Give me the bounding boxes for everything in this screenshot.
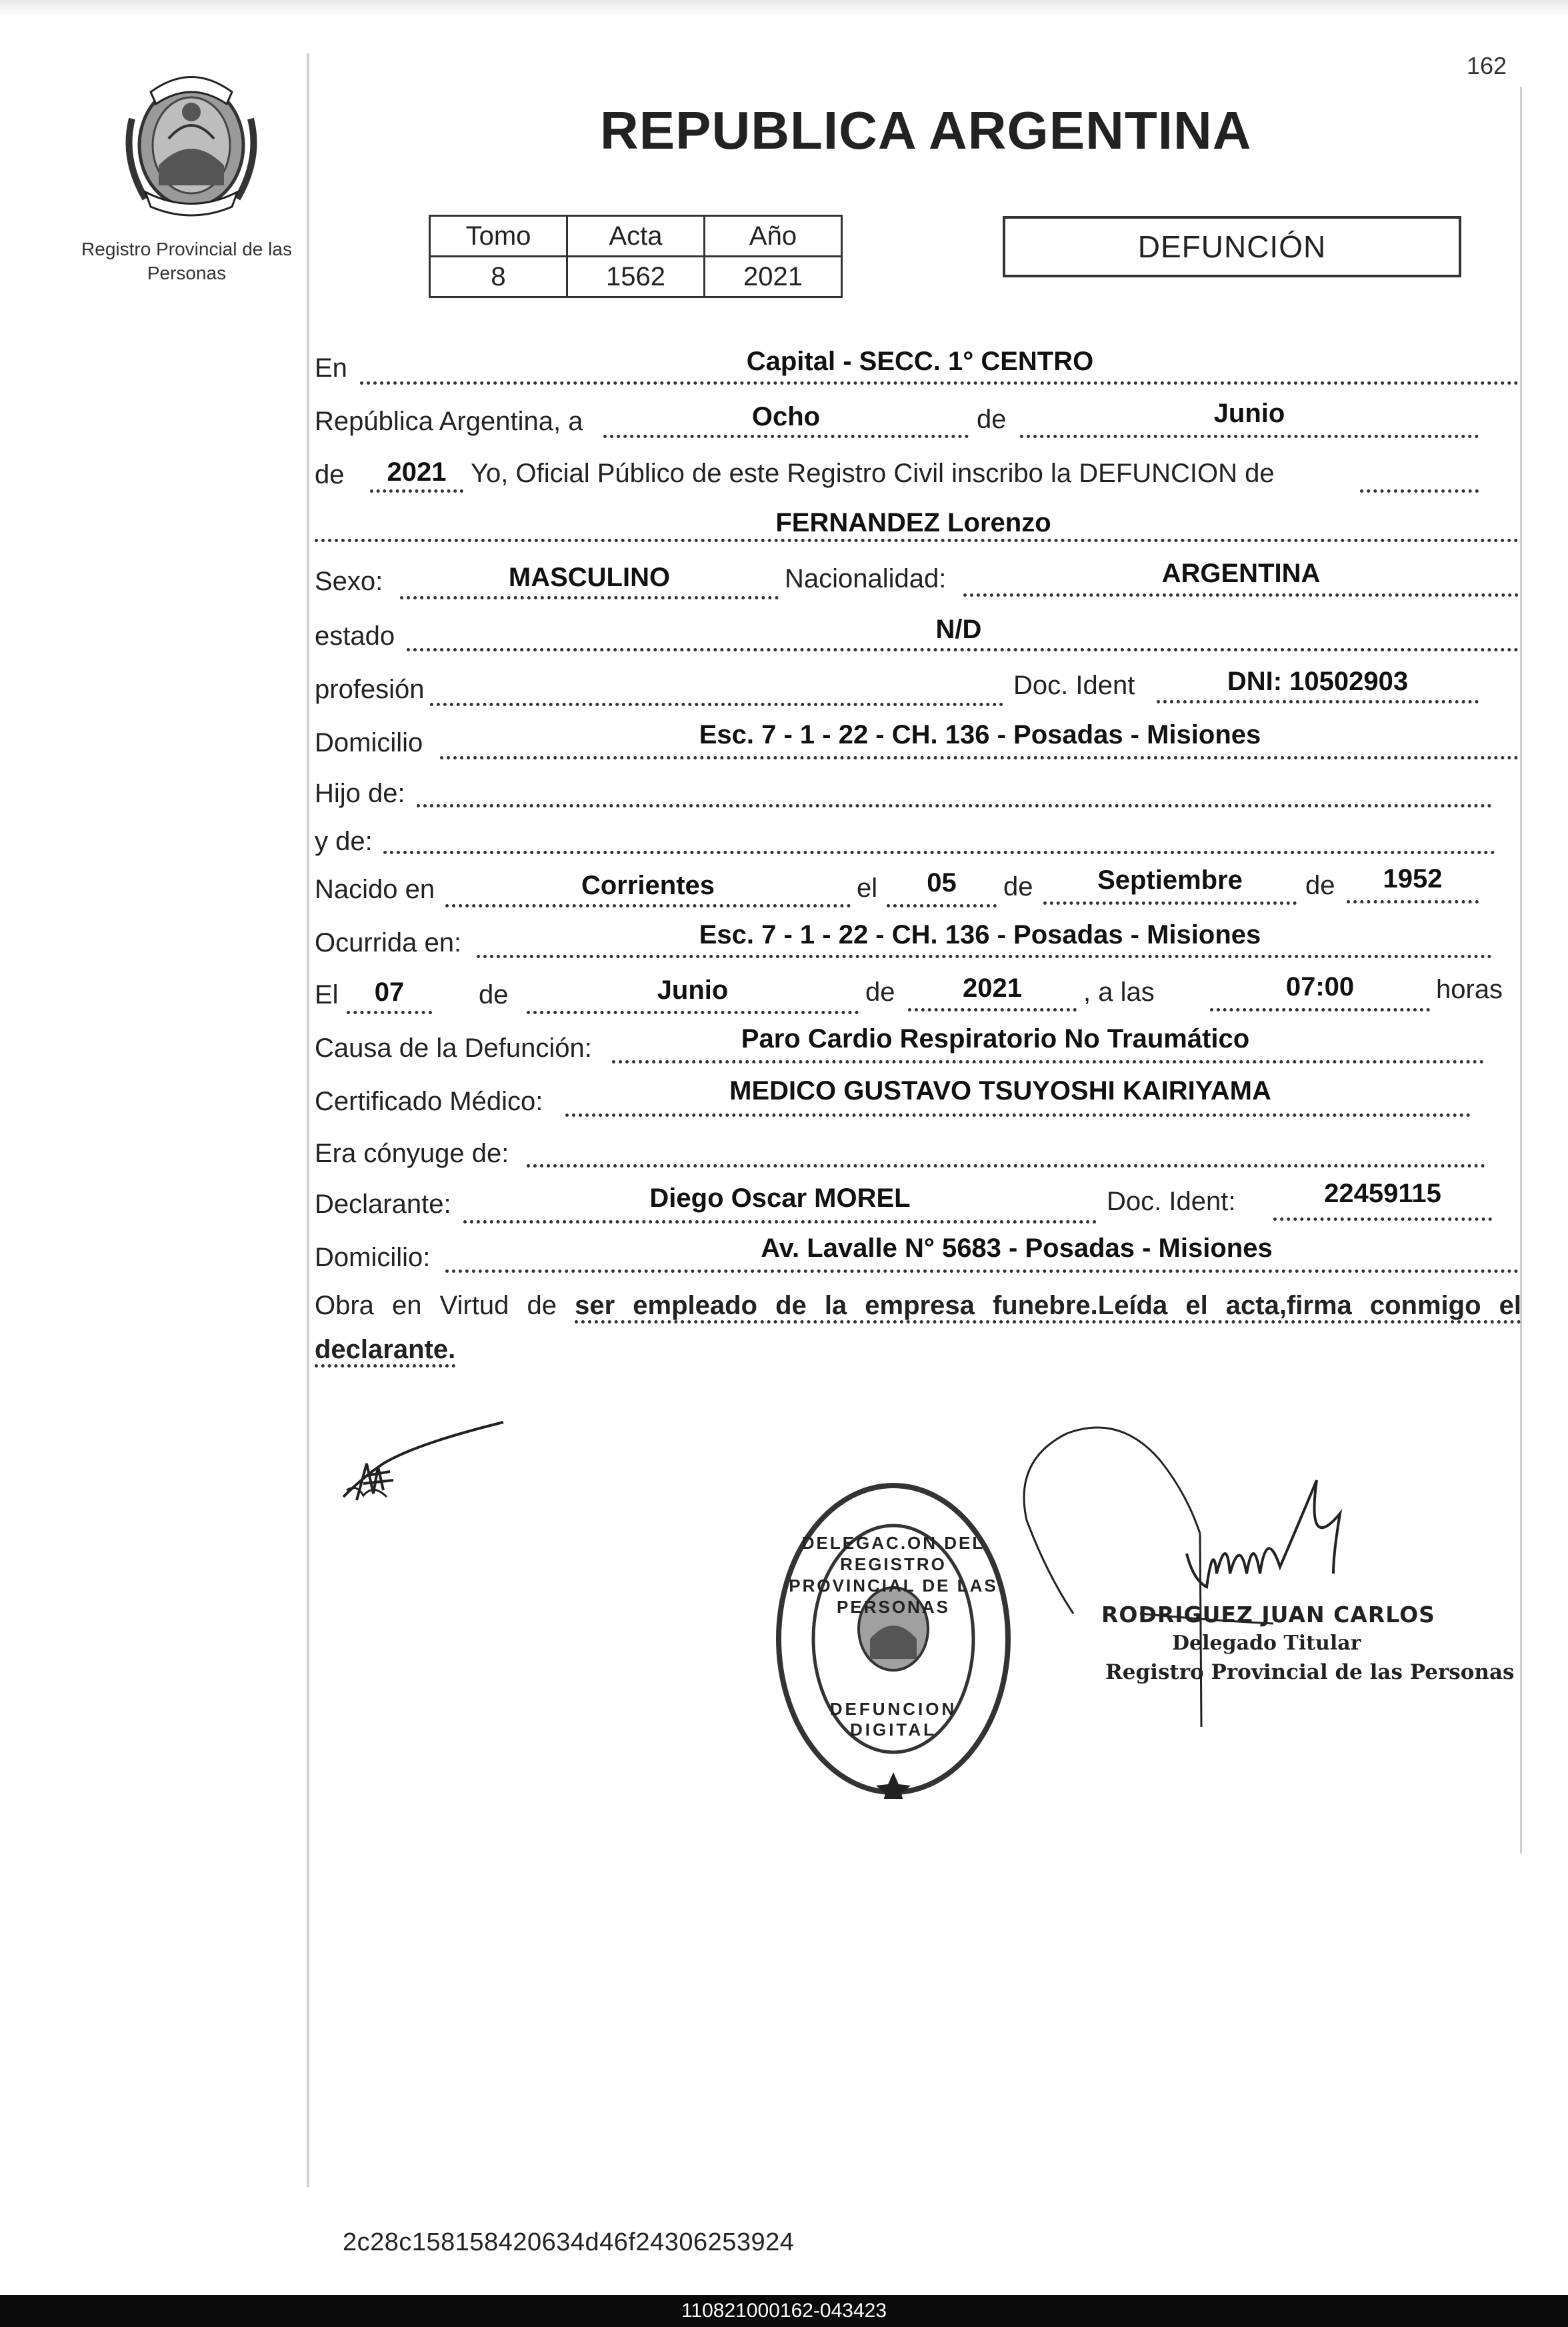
dotted-line bbox=[908, 1008, 1077, 1011]
obra-en-virtud bbox=[315, 1284, 1521, 1372]
label-horas: horas bbox=[1436, 975, 1503, 1004]
field-domicilio: Esc. 7 - 1 - 22 - CH. 136 - Posadas - Misiones bbox=[699, 720, 1261, 749]
label-el: el bbox=[857, 873, 878, 903]
field-mes: Junio bbox=[1213, 399, 1285, 428]
field-def-mes: Junio bbox=[657, 975, 729, 1005]
document-hash: 2c28c158158420634d46f24306253924 bbox=[343, 2228, 795, 2256]
label-de: de bbox=[1003, 872, 1033, 901]
anio-value: 2021 bbox=[705, 257, 842, 297]
label-estado: estado bbox=[315, 621, 395, 651]
dotted-line bbox=[527, 1164, 1485, 1168]
field-dia-letras: Ocho bbox=[751, 402, 821, 431]
right-margin-line bbox=[1520, 87, 1522, 1854]
dotted-line bbox=[963, 593, 1519, 597]
dotted-line bbox=[360, 381, 1519, 385]
label-el-cap: El bbox=[315, 980, 339, 1009]
label-ocurrida-en: Ocurrida en: bbox=[315, 928, 462, 957]
barcode-strip: 110821000162-043423 bbox=[0, 2295, 1568, 2327]
dotted-line bbox=[887, 904, 997, 907]
label-de: de bbox=[479, 980, 509, 1009]
field-nac-dia: 05 bbox=[927, 868, 957, 897]
dotted-line bbox=[445, 1270, 1519, 1273]
label-de: de bbox=[315, 460, 345, 489]
acta-value: 1562 bbox=[567, 257, 705, 297]
label-profesion: profesión bbox=[315, 675, 425, 704]
field-causa: Paro Cardio Respiratorio No Traumático bbox=[741, 1024, 1250, 1053]
label-causa: Causa de la Defunción: bbox=[315, 1033, 592, 1063]
dotted-line bbox=[445, 904, 851, 907]
stamp-inner-text: DEFUNCION DIGITAL bbox=[829, 1699, 957, 1740]
anio-header: Año bbox=[705, 216, 842, 257]
dotted-line bbox=[1043, 901, 1297, 905]
dotted-line bbox=[440, 756, 1519, 759]
label-yo: Yo, Oficial Público de este Registro Civil inscribo la DEFUNCION de bbox=[471, 459, 1275, 488]
dotted-line bbox=[527, 1011, 859, 1014]
field-certificado: MEDICO GUSTAVO TSUYOSHI KAIRIYAMA bbox=[729, 1076, 1271, 1105]
stamp-outer-text: DELEGAC.ON DEL REGISTRO PROVINCIAL DE LAS PERSONAS bbox=[789, 1533, 998, 1617]
signatory-registry: Registro Provincial de las Personas bbox=[1105, 1660, 1515, 1684]
dotted-line bbox=[347, 1011, 432, 1014]
label-conyuge: Era cónyuge de: bbox=[315, 1139, 509, 1168]
label-de: de bbox=[865, 977, 895, 1007]
declarant-signature bbox=[337, 1417, 510, 1507]
field-doc-ident: DNI: 10502903 bbox=[1227, 667, 1409, 696]
dotted-line bbox=[407, 648, 1519, 651]
record-table bbox=[429, 215, 843, 298]
label-declarante: Declarante: bbox=[315, 1190, 451, 1219]
field-declarante-domicilio: Av. Lavalle N° 5683 - Posadas - Misiones bbox=[761, 1234, 1273, 1263]
field-nacionalidad: ARGENTINA bbox=[1161, 559, 1321, 588]
tomo-header: Tomo bbox=[430, 216, 567, 257]
field-ocurrida-en: Esc. 7 - 1 - 22 - CH. 136 - Posadas - Misiones bbox=[699, 920, 1261, 949]
dotted-line bbox=[603, 435, 969, 438]
dotted-line bbox=[565, 1113, 1471, 1117]
signatory-name: RODRIGUEZ JUAN CARLOS bbox=[1101, 1602, 1435, 1628]
label-domicilio-declarante: Domicilio: bbox=[315, 1243, 431, 1272]
dotted-line bbox=[1273, 1218, 1492, 1221]
dotted-line bbox=[1347, 900, 1479, 903]
label-hijo-de: Hijo de: bbox=[315, 779, 405, 808]
label-y-de: y de: bbox=[315, 827, 373, 856]
dotted-line bbox=[1157, 700, 1479, 703]
province-seal-logo bbox=[119, 65, 264, 220]
field-def-hora: 07:00 bbox=[1285, 972, 1355, 1001]
field-estado: N/D bbox=[935, 615, 982, 644]
label-rep-a: República Argentina, a bbox=[315, 407, 583, 436]
field-lugar: Capital - SECC. 1° CENTRO bbox=[746, 347, 1094, 376]
dotted-line bbox=[463, 1220, 1097, 1224]
label-de: de bbox=[977, 405, 1007, 434]
official-stamp bbox=[770, 1479, 1017, 1799]
officer-signature bbox=[987, 1420, 1420, 1734]
label-nacionalidad: Nacionalidad: bbox=[785, 564, 947, 593]
left-margin-line bbox=[307, 53, 309, 2187]
dotted-line bbox=[315, 539, 1519, 542]
field-declarante-doc: 22459115 bbox=[1324, 1179, 1441, 1208]
label-nacido-en: Nacido en bbox=[315, 875, 435, 904]
label-a-las: , a las bbox=[1083, 977, 1155, 1007]
dotted-line bbox=[1360, 489, 1479, 493]
dotted-line bbox=[370, 489, 463, 493]
scan-top-shade bbox=[0, 0, 1568, 17]
field-nac-mes: Septiembre bbox=[1097, 865, 1243, 895]
field-def-anio: 2021 bbox=[963, 973, 1022, 1003]
dotted-line bbox=[1020, 435, 1479, 438]
page-title: REPUBLICA ARGENTINA bbox=[600, 101, 1252, 160]
dotted-line bbox=[1210, 1008, 1430, 1011]
tomo-value: 8 bbox=[430, 257, 567, 297]
signatory-title: Delegado Titular bbox=[1172, 1632, 1361, 1655]
field-nombre: FERNANDEZ Lorenzo bbox=[775, 508, 1051, 537]
document-type-box: DEFUNCIÓN bbox=[1003, 216, 1461, 277]
label-domicilio: Domicilio bbox=[315, 728, 423, 757]
label-de: de bbox=[1305, 871, 1335, 900]
label-certificado: Certificado Médico: bbox=[315, 1087, 543, 1116]
dotted-line bbox=[612, 1060, 1484, 1063]
page-number: 162 bbox=[1467, 52, 1507, 79]
dotted-line bbox=[383, 851, 1495, 854]
dotted-line bbox=[430, 703, 1003, 706]
registry-name: Registro Provincial de las Personas bbox=[81, 239, 292, 283]
acta-header: Acta bbox=[567, 216, 705, 257]
field-def-dia: 07 bbox=[374, 977, 405, 1007]
label-en: En bbox=[315, 353, 347, 383]
field-sexo: MASCULINO bbox=[508, 563, 671, 592]
field-declarante: Diego Oscar MOREL bbox=[649, 1184, 911, 1213]
field-anio: 2021 bbox=[387, 457, 447, 487]
label-doc-ident-declarante: Doc. Ident: bbox=[1107, 1187, 1236, 1216]
field-obra-virtud: ser empleado de la empresa funebre.Leída el acta,firma conmigo el declarante. bbox=[315, 1291, 1521, 1368]
label-sexo: Sexo: bbox=[315, 567, 383, 596]
label-obra: Obra en Virtud de bbox=[315, 1291, 557, 1320]
field-nacido-en: Corrientes bbox=[581, 871, 715, 900]
dotted-line bbox=[400, 596, 779, 599]
field-nac-anio: 1952 bbox=[1383, 864, 1443, 893]
dotted-line bbox=[417, 804, 1492, 807]
label-doc-ident: Doc. Ident bbox=[1013, 671, 1135, 700]
dotted-line bbox=[477, 955, 1492, 958]
